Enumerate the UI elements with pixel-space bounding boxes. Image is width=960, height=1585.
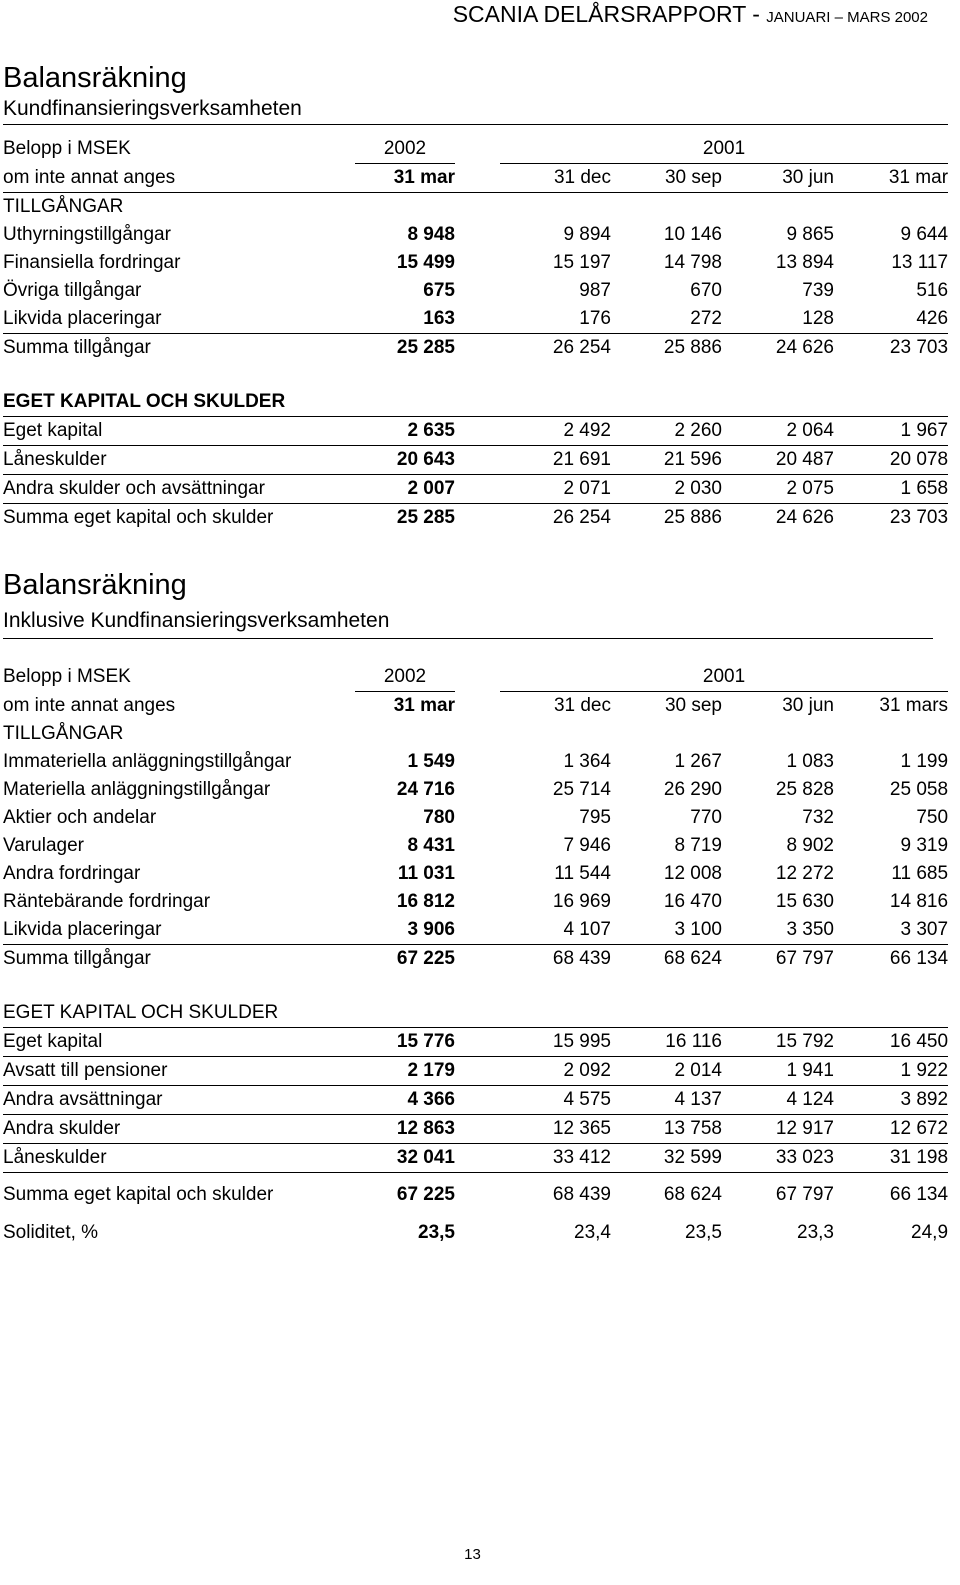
value-current: 25 285: [396, 507, 455, 528]
value-prior: 9 319: [900, 835, 949, 856]
assets-heading: TILLGÅNGAR: [3, 723, 124, 744]
value-current: 675: [423, 280, 455, 301]
value-prior: 16 116: [611, 1028, 722, 1057]
value-prior: 23,3: [797, 1222, 834, 1243]
value-prior: 2 260: [611, 417, 722, 446]
row-label: Summa tillgångar: [3, 948, 151, 969]
row-label: Immateriella anläggningstillgångar: [3, 751, 292, 772]
value-prior: 12 672: [834, 1115, 948, 1144]
row-label: Likvida placeringar: [3, 916, 355, 945]
value-prior: 23,5: [685, 1222, 722, 1243]
liabilities-heading: EGET KAPITAL OCH SKULDER: [3, 999, 948, 1028]
balance-table: [3, 135, 948, 532]
value-prior: 2 492: [500, 417, 611, 446]
value-prior: 12 917: [722, 1115, 834, 1144]
value-prior: 33 412: [500, 1144, 611, 1173]
value-current: 24 716: [396, 779, 455, 800]
col-header: 31 mar: [393, 695, 455, 716]
table-row: [3, 417, 948, 446]
value-prior: 14 798: [663, 252, 722, 273]
table-row: [3, 1028, 948, 1057]
value-prior: 4 575: [500, 1086, 611, 1115]
year-prior: 2001: [500, 663, 948, 692]
table-row: [3, 776, 948, 804]
value-current: 8 431: [407, 835, 455, 856]
amount-note: om inte annat anges: [3, 164, 355, 193]
value-prior: 272: [611, 305, 722, 334]
value-prior: 1 364: [563, 751, 611, 772]
row-label: Finansiella fordringar: [3, 252, 181, 273]
value-prior: 795: [579, 807, 611, 828]
table-row: [3, 945, 948, 974]
value-prior: 1 941: [722, 1057, 834, 1086]
balance-table: [3, 663, 948, 1247]
value-prior: 9 644: [900, 224, 949, 245]
section-subtitle: [3, 604, 948, 634]
liabilities-heading: EGET KAPITAL OCH SKULDER: [3, 388, 948, 417]
value-prior: 2 030: [611, 475, 722, 504]
value-prior: 26 290: [663, 779, 722, 800]
value-prior: 3 100: [611, 916, 722, 945]
value-prior: 4 107: [500, 916, 611, 945]
value-current: 3 906: [355, 916, 455, 945]
table-row: [3, 916, 948, 945]
row-label: Låneskulder: [3, 1144, 355, 1173]
value-prior: 10 146: [663, 224, 722, 245]
table-row: [3, 1144, 948, 1173]
amount-label: Belopp i MSEK: [3, 666, 131, 688]
value-prior: 4 137: [611, 1086, 722, 1115]
value-current: 8 948: [407, 224, 455, 245]
value-prior: 11 685: [891, 863, 949, 884]
year-current: 2002: [355, 135, 455, 164]
value-prior: 68 624: [663, 1184, 722, 1205]
row-label: Andra avsättningar: [3, 1086, 355, 1115]
balance-sheet-customer-finance: [3, 58, 948, 532]
value-prior: 2 075: [722, 475, 834, 504]
row-label: Likvida placeringar: [3, 305, 355, 334]
value-prior: 13 758: [611, 1115, 722, 1144]
col-header: 30 sep: [664, 695, 722, 716]
row-label: Summa eget kapital och skulder: [3, 507, 274, 528]
value-prior: 670: [690, 280, 722, 301]
value-prior: 24 626: [775, 507, 834, 528]
value-prior: 66 134: [889, 1184, 949, 1205]
value-current: 25 285: [396, 337, 455, 358]
row-label: Avsatt till pensioner: [3, 1057, 355, 1086]
year-current: 2002: [355, 663, 455, 692]
assets-heading: TILLGÅNGAR: [3, 196, 124, 217]
subtitle-text: Inklusive Kundfinansieringsverksamheten: [3, 604, 933, 639]
value-prior: 13 894: [775, 252, 834, 273]
value-prior: 1 922: [834, 1057, 948, 1086]
value-prior: 13 117: [891, 252, 949, 273]
value-prior: 426: [834, 305, 948, 334]
value-prior: 15 630: [775, 891, 834, 912]
table-row: [3, 1219, 948, 1247]
col-header: 31 mars: [879, 695, 949, 716]
table-row: [3, 475, 948, 504]
value-prior: 14 816: [889, 891, 949, 912]
table-row: [3, 1181, 948, 1209]
value-prior: 68 439: [552, 948, 611, 969]
value-current: 15 499: [396, 252, 455, 273]
value-prior: 15 995: [500, 1028, 611, 1057]
row-label: Summa tillgångar: [3, 337, 151, 358]
value-prior: 25 058: [889, 779, 949, 800]
header-company: SCANIA DELÅRSRAPPORT -: [452, 1, 760, 27]
value-prior: 25 714: [552, 779, 611, 800]
table-header-row: [3, 164, 948, 193]
table-row: [3, 1086, 948, 1115]
group-heading-row: [3, 193, 948, 222]
value-prior: 4 124: [722, 1086, 834, 1115]
row-label: Räntebärande fordringar: [3, 891, 211, 912]
value-prior: 16 969: [552, 891, 611, 912]
row-label: Eget kapital: [3, 417, 355, 446]
value-prior: 176: [500, 305, 611, 334]
value-prior: 23,4: [574, 1222, 611, 1243]
value-current: 780: [423, 807, 455, 828]
value-prior: 25 886: [663, 337, 722, 358]
col-header: 31 mar: [834, 164, 948, 193]
value-prior: 2 064: [722, 417, 834, 446]
value-prior: 16 450: [834, 1028, 948, 1057]
col-header: 30 sep: [611, 164, 722, 193]
value-prior: 732: [802, 807, 834, 828]
value-prior: 1 083: [786, 751, 834, 772]
row-label: Andra skulder: [3, 1115, 355, 1144]
table-row: [3, 249, 948, 277]
value-prior: 20 487: [722, 446, 834, 475]
value-prior: 16 470: [663, 891, 722, 912]
value-prior: 15 792: [722, 1028, 834, 1057]
value-current: 16 812: [396, 891, 455, 912]
section-title: Balansräkning: [3, 569, 187, 601]
value-prior: 68 624: [663, 948, 722, 969]
value-prior: 987: [579, 280, 611, 301]
table-row: [3, 446, 948, 475]
value-current: 67 225: [396, 948, 455, 969]
value-prior: 26 254: [552, 507, 611, 528]
value-current: 23,5: [418, 1222, 455, 1243]
table-row: [3, 804, 948, 832]
value-prior: 21 596: [611, 446, 722, 475]
value-prior: 1 267: [674, 751, 722, 772]
value-prior: 12 008: [663, 863, 722, 884]
value-prior: 750: [916, 807, 949, 828]
value-prior: 25 886: [663, 507, 722, 528]
value-prior: 21 691: [500, 446, 611, 475]
value-current: 1 549: [407, 751, 455, 772]
value-prior: 1 658: [834, 475, 948, 504]
value-prior: 23 703: [889, 337, 949, 358]
table-header-row: [3, 135, 948, 164]
value-prior: 20 078: [834, 446, 948, 475]
value-prior: 66 134: [889, 948, 949, 969]
value-prior: 25 828: [775, 779, 834, 800]
value-current: 15 776: [355, 1028, 455, 1057]
col-header: 30 jun: [782, 695, 834, 716]
value-current: 67 225: [396, 1184, 455, 1205]
table-row: [3, 1057, 948, 1086]
value-prior: 739: [802, 280, 834, 301]
row-label: Andra skulder och avsättningar: [3, 475, 355, 504]
value-prior: 26 254: [552, 337, 611, 358]
row-label: Varulager: [3, 835, 84, 856]
table-row: [3, 860, 948, 888]
group-heading-row: [3, 720, 948, 748]
value-prior: 2 014: [611, 1057, 722, 1086]
value-prior: 7 946: [563, 835, 611, 856]
value-current: 11 031: [397, 863, 455, 884]
value-prior: 23 703: [889, 507, 949, 528]
value-prior: 24 626: [775, 337, 834, 358]
col-header: 31 mar: [355, 164, 455, 193]
value-prior: 516: [916, 280, 949, 301]
value-prior: 12 365: [500, 1115, 611, 1144]
value-current: 32 041: [355, 1144, 455, 1173]
value-prior: 9 894: [563, 224, 611, 245]
table-row: [3, 277, 948, 305]
value-current: 20 643: [355, 446, 455, 475]
value-prior: 128: [722, 305, 834, 334]
value-prior: 32 599: [611, 1144, 722, 1173]
header-period: JANUARI – MARS 2002: [766, 9, 928, 26]
amount-note: om inte annat anges: [3, 694, 176, 716]
value-prior: 15 197: [552, 252, 611, 273]
row-label: Eget kapital: [3, 1028, 355, 1057]
table-row: [3, 888, 948, 916]
value-prior: 24,9: [911, 1222, 949, 1243]
value-prior: 3 892: [834, 1086, 948, 1115]
value-prior: 2 071: [500, 475, 611, 504]
value-prior: 33 023: [722, 1144, 834, 1173]
value-current: 163: [355, 305, 455, 334]
value-prior: 67 797: [775, 1184, 834, 1205]
table-row: [3, 1115, 948, 1144]
value-current: 2 179: [355, 1057, 455, 1086]
value-prior: 1 199: [900, 751, 949, 772]
value-current: 4 366: [355, 1086, 455, 1115]
table-row: [3, 305, 948, 334]
value-prior: 9 865: [786, 224, 834, 245]
value-prior: 1 967: [834, 417, 948, 446]
col-header: 31 dec: [500, 164, 611, 193]
section-title: Balansräkning: [3, 62, 187, 94]
table-row: [3, 221, 948, 249]
value-current: 2 635: [355, 417, 455, 446]
value-current: 2 007: [355, 475, 455, 504]
report-header: [453, 0, 928, 32]
value-prior: 770: [690, 807, 722, 828]
year-prior: 2001: [500, 135, 948, 164]
balance-sheet-consolidated: [3, 566, 948, 1247]
value-prior: 12 272: [775, 863, 834, 884]
page-number: 13: [464, 1546, 481, 1563]
row-label: Aktier och andelar: [3, 807, 157, 828]
row-label: Soliditet, %: [3, 1222, 99, 1243]
value-current: 12 863: [355, 1115, 455, 1144]
value-prior: 8 719: [674, 835, 722, 856]
table-row: [3, 504, 948, 533]
group-heading-row: [3, 388, 948, 417]
section-subtitle: Kundfinansieringsverksamheten: [3, 96, 948, 125]
value-prior: 3 350: [722, 916, 834, 945]
value-prior: 8 902: [786, 835, 834, 856]
value-prior: 31 198: [834, 1144, 948, 1173]
row-label: Summa eget kapital och skulder: [3, 1184, 274, 1205]
group-heading-row: [3, 999, 948, 1028]
value-prior: 67 797: [775, 948, 834, 969]
value-prior: 2 092: [500, 1057, 611, 1086]
amount-label: Belopp i MSEK: [3, 138, 131, 160]
value-prior: 11 544: [554, 863, 611, 884]
table-header-row: [3, 663, 948, 692]
table-header-row: [3, 692, 948, 721]
col-header: 30 jun: [722, 164, 834, 193]
value-prior: 3 307: [834, 916, 948, 945]
col-header: 31 dec: [553, 695, 611, 716]
row-label: Uthyrningstillgångar: [3, 224, 171, 245]
row-label: Andra fordringar: [3, 863, 141, 884]
table-row: [3, 334, 948, 363]
row-label: Övriga tillgångar: [3, 280, 142, 301]
table-row: [3, 748, 948, 776]
value-prior: 68 439: [552, 1184, 611, 1205]
table-row: [3, 832, 948, 860]
row-label: Materiella anläggningstillgångar: [3, 779, 271, 800]
row-label: Låneskulder: [3, 446, 355, 475]
